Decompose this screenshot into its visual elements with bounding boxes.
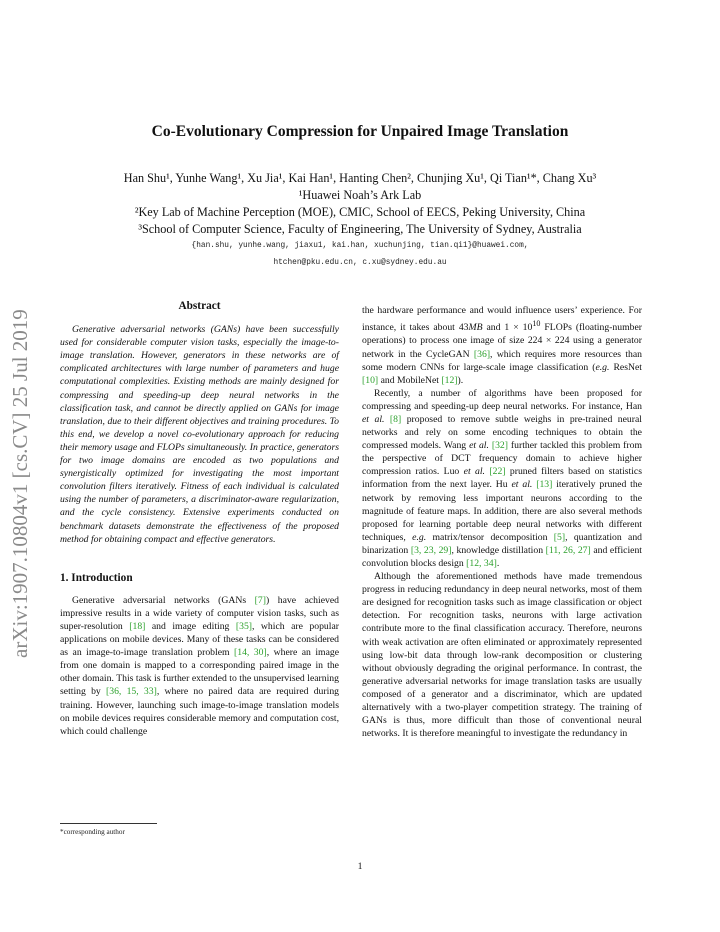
email-line-1: {han.shu, yunhe.wang, jiaxu1, kai.han, xuchunjing, tian.qi1}@huawei.com, xyxy=(191,242,529,250)
abstract-heading: Abstract xyxy=(178,300,221,312)
citation-link[interactable]: [13] xyxy=(536,479,553,491)
citation-link[interactable]: [36, 15, 33] xyxy=(106,686,157,698)
citation-link[interactable]: [18] xyxy=(129,620,146,632)
affiliation-1: ¹Huawei Noah’s Ark Lab xyxy=(298,188,422,202)
citation-link[interactable]: [5] xyxy=(553,531,566,543)
arxiv-watermark xyxy=(2,258,42,658)
intro-paragraph-3: Although the aforementioned methods have made tremendous progress in reducing redundancy in deep neural networks, most of them are designed for recognition tasks such as image classification or object detection. For recognition tasks, neurons with large activation contribute more to the final classification accuracy. Therefore, neurons with weak activation are often eliminated or approximately represented using low-bit data through low-rank decomposition or clustering without obviously degrading the original performance. In contrast, the generative adversarial networks for image translation tasks are usually composed of a generator and a discriminator, which are updated alternatively with a two-player competition strategy. The training of GANs is thus, more difficult than those of conventional neural networks. It is therefore meaningful to investigate the redundancy in xyxy=(362,571,642,740)
citation-link[interactable]: [10] xyxy=(362,374,379,386)
citation-link[interactable]: [8] xyxy=(389,413,402,425)
author-block xyxy=(0,170,720,238)
right-column xyxy=(362,304,642,740)
left-column xyxy=(60,300,339,738)
footnote-rule xyxy=(60,823,157,824)
citation-link[interactable]: [22] xyxy=(489,466,506,478)
citation-link[interactable]: [14, 30] xyxy=(234,647,267,659)
intro-paragraph-continued: the hardware performance and would influence users’ experience. For instance, it takes about 43MB and $1 \times 10^{10}$ FLOPs (floating-number operations) to process one image of size 224 × 224 using a generator network in the CycleGAN [36], which requires more resources than some modern CNNs for large-scale image classification (e.g. ResNet [10] and MobileNet [12]). xyxy=(362,305,642,386)
citation-link[interactable]: [12] xyxy=(441,374,458,386)
citation-link[interactable]: [3, 23, 29] xyxy=(410,544,452,556)
affiliation-3: ³School of Computer Science, Faculty of Engineering, The University of Sydney, Australia xyxy=(138,222,582,236)
paper-title: Co-Evolutionary Compression for Unpaired Image Translation xyxy=(151,123,569,140)
email-block xyxy=(0,238,720,272)
citation-link[interactable]: [7] xyxy=(254,594,266,606)
section-heading-introduction: 1. Introduction xyxy=(60,571,133,584)
citation-link[interactable]: [32] xyxy=(491,440,508,452)
affiliation-2: ²Key Lab of Machine Perception (MOE), CMIC, School of EECS, Peking University, China xyxy=(134,205,586,219)
arxiv-id: arXiv:1907.10804v1 [cs.CV] 25 Jul 2019 xyxy=(8,309,32,658)
abstract-text: Generative adversarial networks (GANs) have been successfully used for considerable computer vision tasks, especially the image-to-image translation. However, generators in these networks are of complicated architectures with large number of parameters and huge computational complexities. Existing methods are mainly designed for compressing and speeding-up deep neural networks in the classification task, and cannot be directly applied on GANs for image translation, due to their different objectives and training procedures. To this end, we develop a novel co-evolutionary approach for reducing their memory usage and FLOPs simultaneously. In practice, generators for two image domains are encoded as two populations and synergistically optimized for investigating the most important convolution filters iteratively. Fitness of each individual is calculated using the number of parameters, a discriminator-aware regularization, and the cycle consistency. Extensive experiments conducted on benchmark datasets demonstrate the effectiveness of the proposed method for obtaining compact and effective generators. xyxy=(60,324,339,545)
citation-link[interactable]: [11, 26, 27] xyxy=(545,544,591,556)
citation-link[interactable]: [36] xyxy=(473,348,491,360)
intro-paragraph-2: Recently, a number of algorithms have been proposed for compressing and speeding-up deep neural networks. For instance, Han et al. [8] proposed to remove subtle weighs in pre-trained neural networks and rely on some encoding techniques to obtain the compressed models. Wang et al. [32] further tackled this problem from the perspective of DCT frequency domain to achieve higher compression ratios. Luo et al. [22] pruned filters based on statistics information from the next layer. Hu et al. [13] iteratively pruned the network by removing less important neurons according to the magnitude of feature maps. In addition, there are also several methods proposed for learning portable deep neural networks with different techniques, e.g. matrix/tensor decomposition [5], quantization and binarization [3, 23, 29], knowledge distillation [11, 26, 27] and efficient convolution blocks design [12, 34]. xyxy=(362,387,643,570)
footnote: *corresponding author xyxy=(60,828,125,836)
citation-link[interactable]: [35] xyxy=(235,620,253,632)
author-line: Han Shu¹, Yunhe Wang¹, Xu Jia¹, Kai Han¹, Hanting Chen², Chunjing Xu¹, Qi Tian¹*, Chang Xu³ xyxy=(123,171,597,185)
intro-paragraph-1: Generative adversarial networks (GANs [7]) have achieved impressive results in a wide variety of computer vision tasks, such as super-resolution [18] and image editing [35], which are popular applications on mobile devices. Many of these tasks can be considered as an image-to-image translation problem [14, 30], where an image from one domain is mapped to a corresponding paired image in the other domain. This task is further extended to the unsupervised learning setting by [36, 15, 33], where no paired data are required during training. However, launching such image-to-image translation models on mobile devices requires considerable memory and computation cost, which could challenge xyxy=(60,594,340,737)
page-number: 1 xyxy=(357,861,363,872)
email-line-2: htchen@pku.edu.cn, c.xu@sydney.edu.au xyxy=(273,259,447,267)
citation-link[interactable]: [12, 34] xyxy=(466,558,497,570)
